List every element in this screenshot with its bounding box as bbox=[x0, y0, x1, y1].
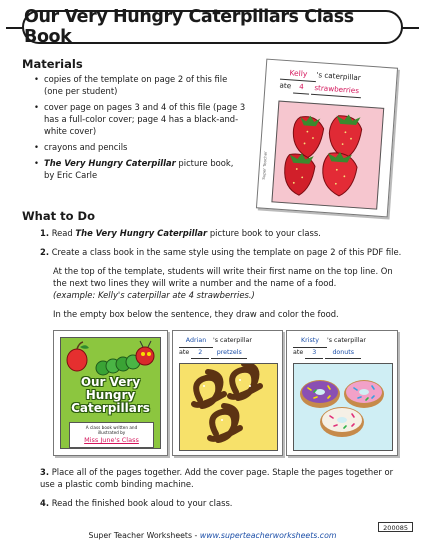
step-4-number: 4. bbox=[40, 498, 50, 508]
step-1-book: The Very Hungry Caterpillar bbox=[75, 228, 208, 238]
step-3-text: Place all of the pages together. Add the cover page. Staple the pages together or use a plastic comb binding machine. bbox=[40, 467, 394, 490]
cover-title-line: Our Very bbox=[80, 375, 141, 389]
sample-page-donuts bbox=[286, 330, 398, 456]
donut-number: 3 bbox=[305, 348, 323, 360]
what-to-do-heading: What to Do bbox=[22, 209, 95, 223]
pretzel-ate: ate bbox=[179, 348, 190, 356]
sample-name: Kelly bbox=[280, 67, 317, 82]
step-2-detail bbox=[53, 265, 408, 302]
cover-background bbox=[60, 337, 161, 449]
donut-ate: ate bbox=[293, 348, 304, 356]
sample-suffix: 's caterpillar bbox=[316, 70, 362, 83]
step-1-number: 1. bbox=[40, 228, 50, 238]
step-2-text: Create a class book in the same style using the template on page 2 of this PDF file. bbox=[51, 247, 402, 257]
step-2-draw: In the empty box below the sentence, they draw and color the food. bbox=[53, 309, 339, 319]
sample-page-strawberries bbox=[256, 59, 398, 218]
materials-list bbox=[34, 73, 246, 185]
footer bbox=[0, 531, 425, 540]
pretzel-sentence bbox=[179, 336, 252, 359]
step-3-number: 3. bbox=[40, 467, 50, 477]
step-1 bbox=[40, 227, 410, 239]
step-2 bbox=[40, 246, 415, 258]
cover-class-name: Miss June's Class bbox=[84, 436, 139, 444]
step-4-text: Read the finished book aloud to your class. bbox=[51, 498, 233, 508]
donut-food: donuts bbox=[325, 348, 361, 360]
cover-title bbox=[61, 376, 160, 415]
book-rest: picture book, by Eric Carle bbox=[44, 158, 234, 180]
strawberry-drawing bbox=[271, 101, 384, 210]
step-2-example: (example: Kelly's caterpillar ate 4 strawberries.) bbox=[53, 290, 255, 301]
pretzel-drawing bbox=[179, 363, 278, 451]
step-1-text: Read bbox=[51, 228, 76, 238]
materials-item-book bbox=[34, 157, 246, 181]
step-4 bbox=[40, 497, 410, 509]
step-3 bbox=[40, 466, 410, 490]
side-credit: Super Teacher bbox=[260, 151, 268, 180]
sample-page-pretzels bbox=[172, 330, 283, 456]
cover-title-line: Hungry bbox=[85, 388, 136, 402]
materials-item: • copies of the template on page 2 of this file (one per student) bbox=[34, 73, 246, 97]
sample-cover-page bbox=[53, 330, 168, 456]
donut-suffix: 's caterpillar bbox=[327, 337, 366, 344]
step-1-text-end: picture book to your class. bbox=[207, 228, 321, 238]
sample-number: 4 bbox=[293, 81, 310, 95]
pretzel-name: Adrian bbox=[179, 336, 213, 348]
pretzel-number: 2 bbox=[191, 348, 209, 360]
strawberries-icon bbox=[272, 102, 383, 209]
footer-url-link[interactable]: www.superteacherworksheets.com bbox=[199, 531, 337, 540]
step-2-paragraph: At the top of the template, students will write their first name on the top line. On the next two lines they will write a number and the name of a food. bbox=[53, 266, 393, 289]
worksheet-code: 200085 bbox=[378, 522, 413, 532]
sample-sentence bbox=[279, 67, 363, 99]
cover-byline: A class book written and illustrated by bbox=[85, 425, 138, 435]
materials-item: • cover page on pages 3 and 4 of this file (page 3 has a full-color cover; page 4 has a black-and-white cover) bbox=[34, 101, 246, 137]
donut-name: Kristy bbox=[293, 336, 327, 348]
footer-prefix: Super Teacher Worksheets - bbox=[88, 531, 200, 540]
title-banner bbox=[22, 7, 403, 47]
cover-byline-box bbox=[69, 422, 154, 448]
donut-sentence bbox=[293, 336, 366, 359]
pretzel-suffix: 's caterpillar bbox=[213, 337, 252, 344]
materials-heading: Materials bbox=[22, 57, 83, 71]
cover-title-line: Caterpillars bbox=[71, 401, 150, 415]
donut-drawing bbox=[293, 363, 393, 451]
materials-item: • crayons and pencils bbox=[34, 141, 246, 153]
pretzels-icon bbox=[180, 364, 277, 450]
page-title: Our Very Hungry Caterpillars Class Book bbox=[24, 7, 354, 47]
sample-food: strawberries bbox=[311, 82, 362, 98]
sample-ate: ate bbox=[279, 80, 292, 91]
step-2-number: 2. bbox=[40, 247, 50, 257]
pretzel-food: pretzels bbox=[211, 348, 247, 360]
donuts-icon bbox=[294, 364, 392, 450]
book-title: The Very Hungry Caterpillar bbox=[44, 158, 176, 168]
